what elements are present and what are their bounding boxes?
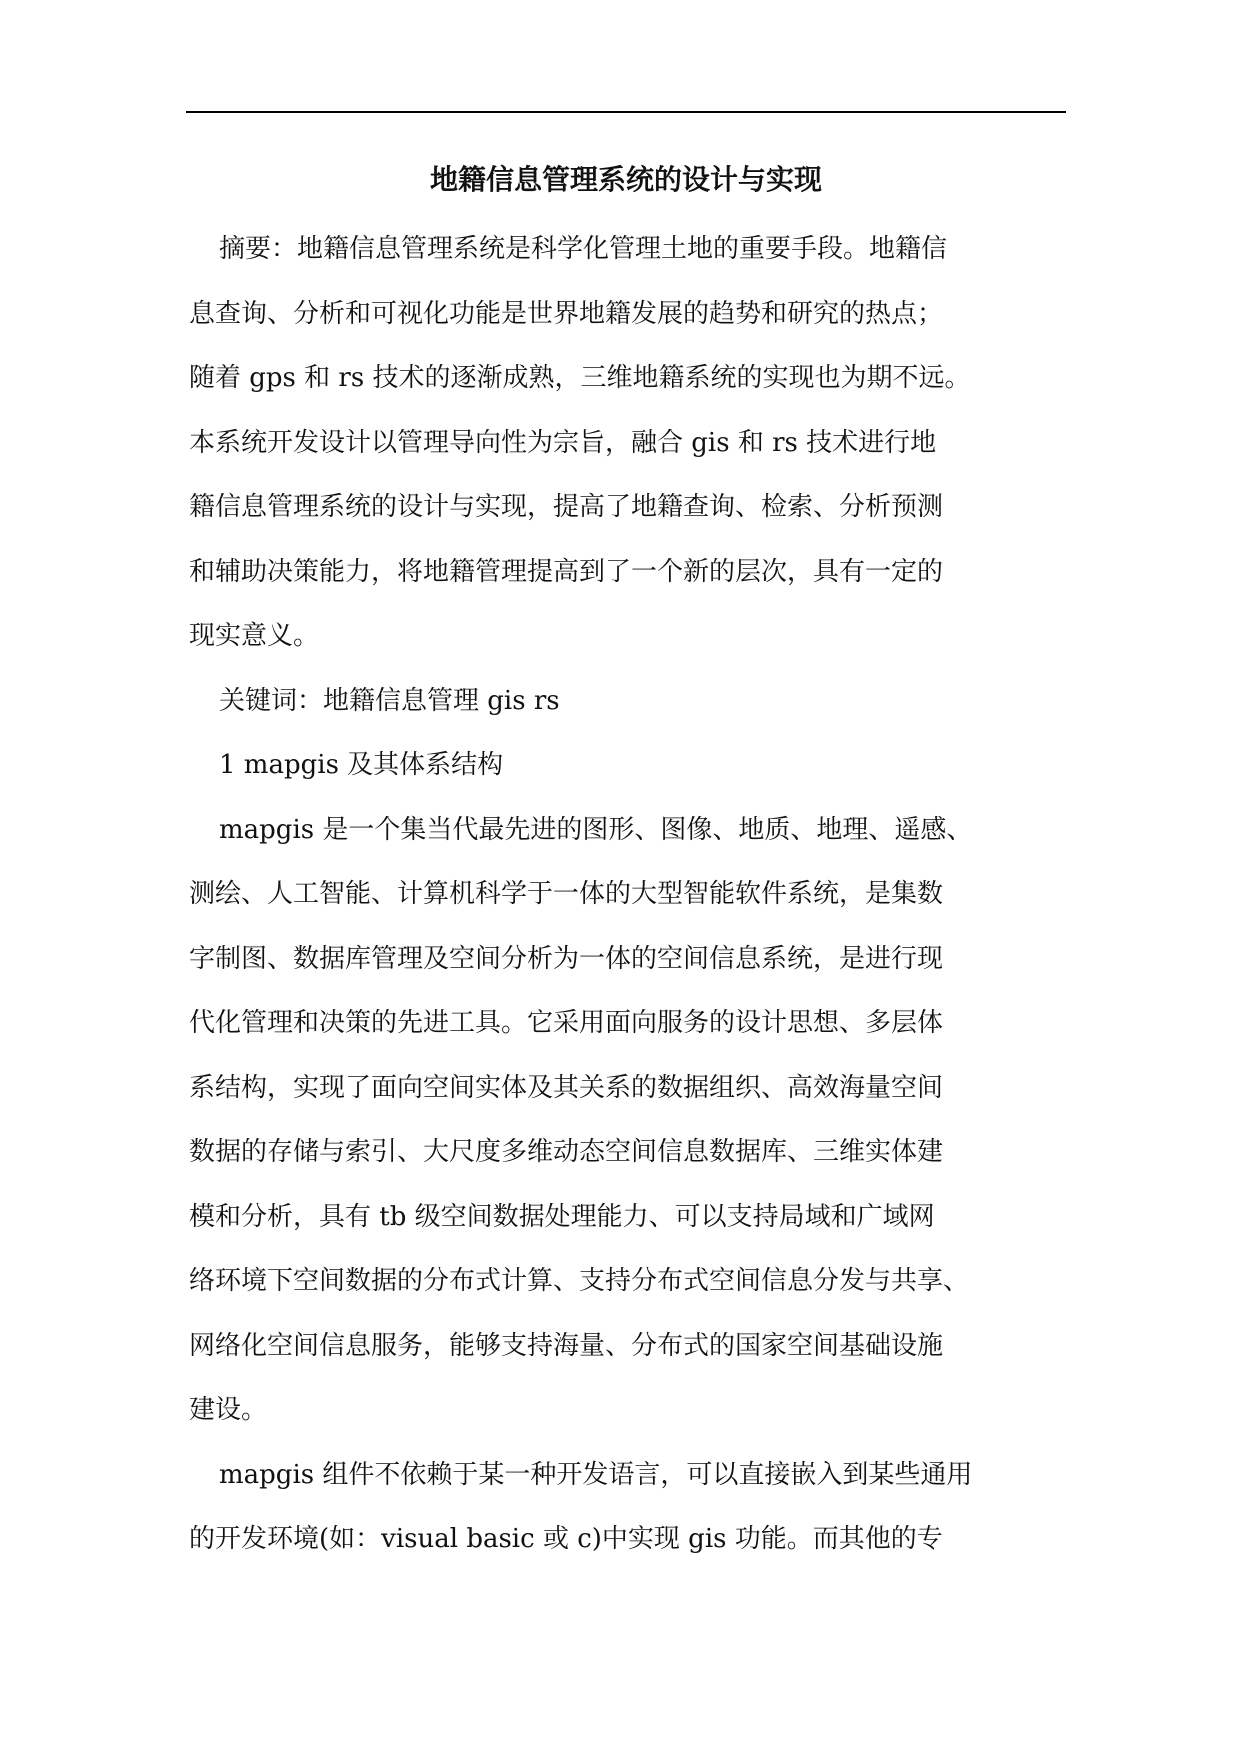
body-line: 络环境下空间数据的分布式计算、支持分布式空间信息分发与共享、 (189, 1266, 970, 1296)
body-line: 字制图、数据库管理及空间分析为一体的空间信息系统，是进行现 (189, 943, 944, 974)
body-line: 模和分析，具有 tb 级空间数据处理能力、可以支持局域和广域网 (189, 1201, 935, 1232)
body-line: mapgis 是一个集当代最先进的图形、图像、地质、地理、遥感、 (219, 814, 973, 845)
body-line: 数据的存储与索引、大尺度多维动态空间信息数据库、三维实体建 (189, 1137, 944, 1167)
body-line: 网络化空间信息服务，能够支持海量、分布式的国家空间基础设施 (189, 1330, 944, 1361)
body-line: 和辅助决策能力，将地籍管理提高到了一个新的层次，具有一定的 (189, 556, 944, 587)
body-line: 的开发环境(如：visual basic 或 c)中实现 gis 功能。而其他的专 (189, 1524, 943, 1554)
body-line: 1 mapgis 及其体系结构 (219, 750, 504, 780)
body-line: 现实意义。 (189, 621, 320, 651)
body-line: 息查询、分析和可视化功能是世界地籍发展的趋势和研究的热点； (189, 298, 944, 329)
body-line: 系结构，实现了面向空间实体及其关系的数据组织、高效海量空间 (189, 1072, 944, 1103)
body-line: 关键词：地籍信息管理 gis rs (219, 685, 560, 716)
body-line: 随着 gps 和 rs 技术的逐渐成熟，三维地籍系统的实现也为期不远。 (189, 363, 971, 393)
body-line: 籍信息管理系统的设计与实现，提高了地籍查询、检索、分析预测 (189, 492, 944, 522)
document-body (189, 226, 1049, 1581)
body-line: 建设。 (189, 1395, 268, 1425)
header-rule (186, 111, 1066, 113)
body-line: 摘要：地籍信息管理系统是科学化管理土地的重要手段。地籍信 (219, 234, 948, 264)
body-line: mapgis 组件不依赖于某一种开发语言，可以直接嵌入到某些通用 (219, 1459, 973, 1490)
body-line: 本系统开发设计以管理导向性为宗旨，融合 gis 和 rs 技术进行地 (189, 427, 937, 458)
body-line: 代化管理和决策的先进工具。它采用面向服务的设计思想、多层体 (189, 1008, 944, 1038)
body-line: 测绘、人工智能、计算机科学于一体的大型智能软件系统，是集数 (189, 879, 944, 909)
document-title: 地籍信息管理系统的设计与实现 (429, 163, 822, 196)
